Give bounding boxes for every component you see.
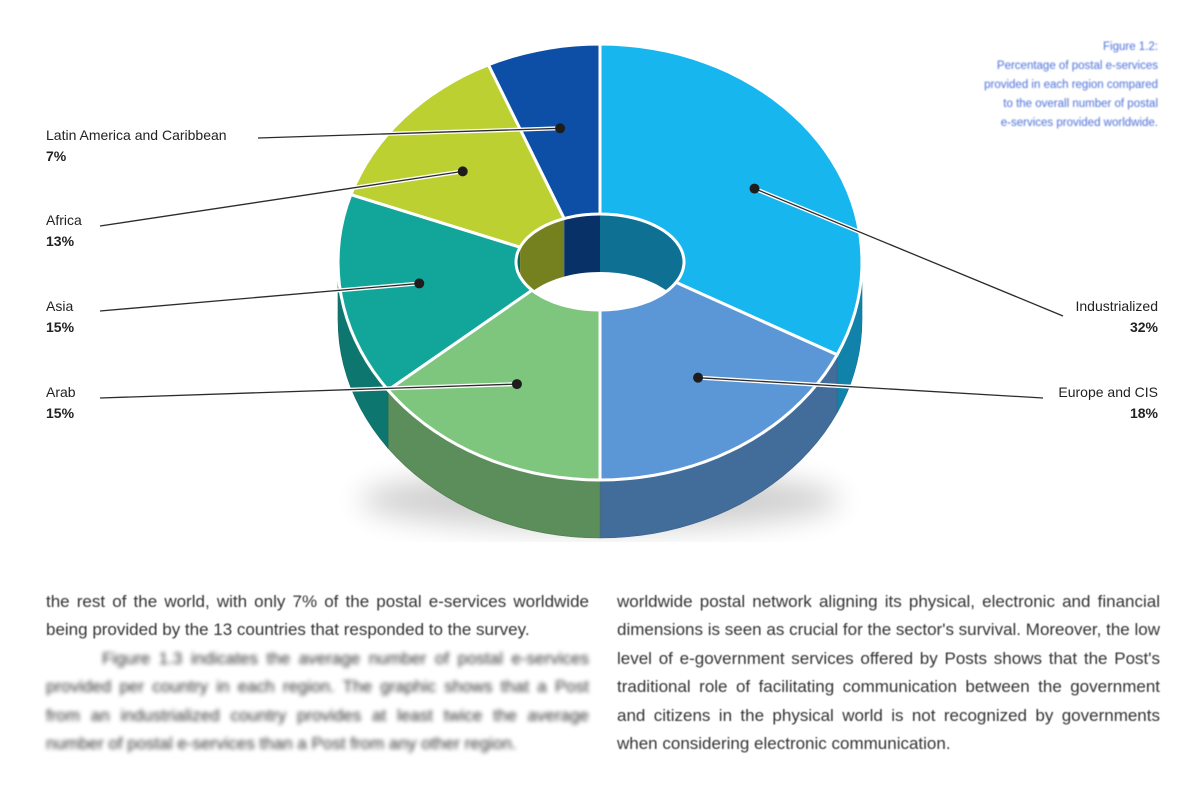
label-industrialized [1076, 296, 1159, 338]
donut-tops [338, 44, 862, 480]
leader-dot [693, 373, 703, 383]
slice-percent: 13% [46, 233, 75, 249]
label-latin-america [46, 125, 227, 167]
slice-name: Industrialized [1075, 298, 1158, 314]
leader-dot [750, 184, 760, 194]
leader-dot [512, 379, 522, 389]
slice-name: Africa [46, 212, 82, 228]
caption-line: Percentage of postal e-services [996, 60, 1158, 72]
slice-name: Arab [46, 384, 76, 400]
slice-percent: 18% [1129, 405, 1158, 421]
body-column-left [46, 588, 589, 758]
label-africa [46, 210, 82, 252]
caption-line: Figure 1.2: [1103, 41, 1158, 53]
slice-name: Latin America and Caribbean [46, 127, 227, 143]
slice-percent: 15% [46, 405, 75, 421]
figure-caption [888, 38, 1158, 133]
body-paragraph: Figure 1.3 indicates the average number of postal e-services provided per country in each region. The graphic shows that a Post from an industrialized country provides at least twice the average number of postal e-services than a Post from any other region. [46, 648, 589, 754]
body-paragraph: worldwide postal network aligning its physical, electronic and financial dimensions is seen as crucial for the sector's survival. Moreover, the low level of e-government services offered by Posts shows that the Post's traditional role of facilitating communication between the government and citizens in the physical world is not recognized by governments when considering electronic communication. [617, 592, 1160, 754]
leader-dot [555, 123, 565, 133]
body-paragraph: the rest of the world, with only 7% of the postal e-services worldwide being provided by the 13 countries that responded to the survey. [46, 592, 589, 640]
label-arab [46, 382, 76, 424]
slice-percent: 7% [46, 148, 67, 164]
slice-percent: 15% [46, 319, 75, 335]
caption-line: to the overall number of postal [1003, 98, 1158, 110]
caption-line: e-services provided worldwide. [1000, 117, 1158, 129]
caption-line: provided in each region compared [984, 79, 1158, 91]
body-column-right [617, 588, 1160, 758]
label-asia [46, 296, 74, 338]
slice-percent: 32% [1129, 319, 1158, 335]
slice-name: Europe and CIS [1058, 384, 1158, 400]
leader-dot [458, 166, 468, 176]
label-europe-cis [1058, 382, 1158, 424]
slice-name: Asia [46, 298, 74, 314]
leader-dot [414, 278, 424, 288]
